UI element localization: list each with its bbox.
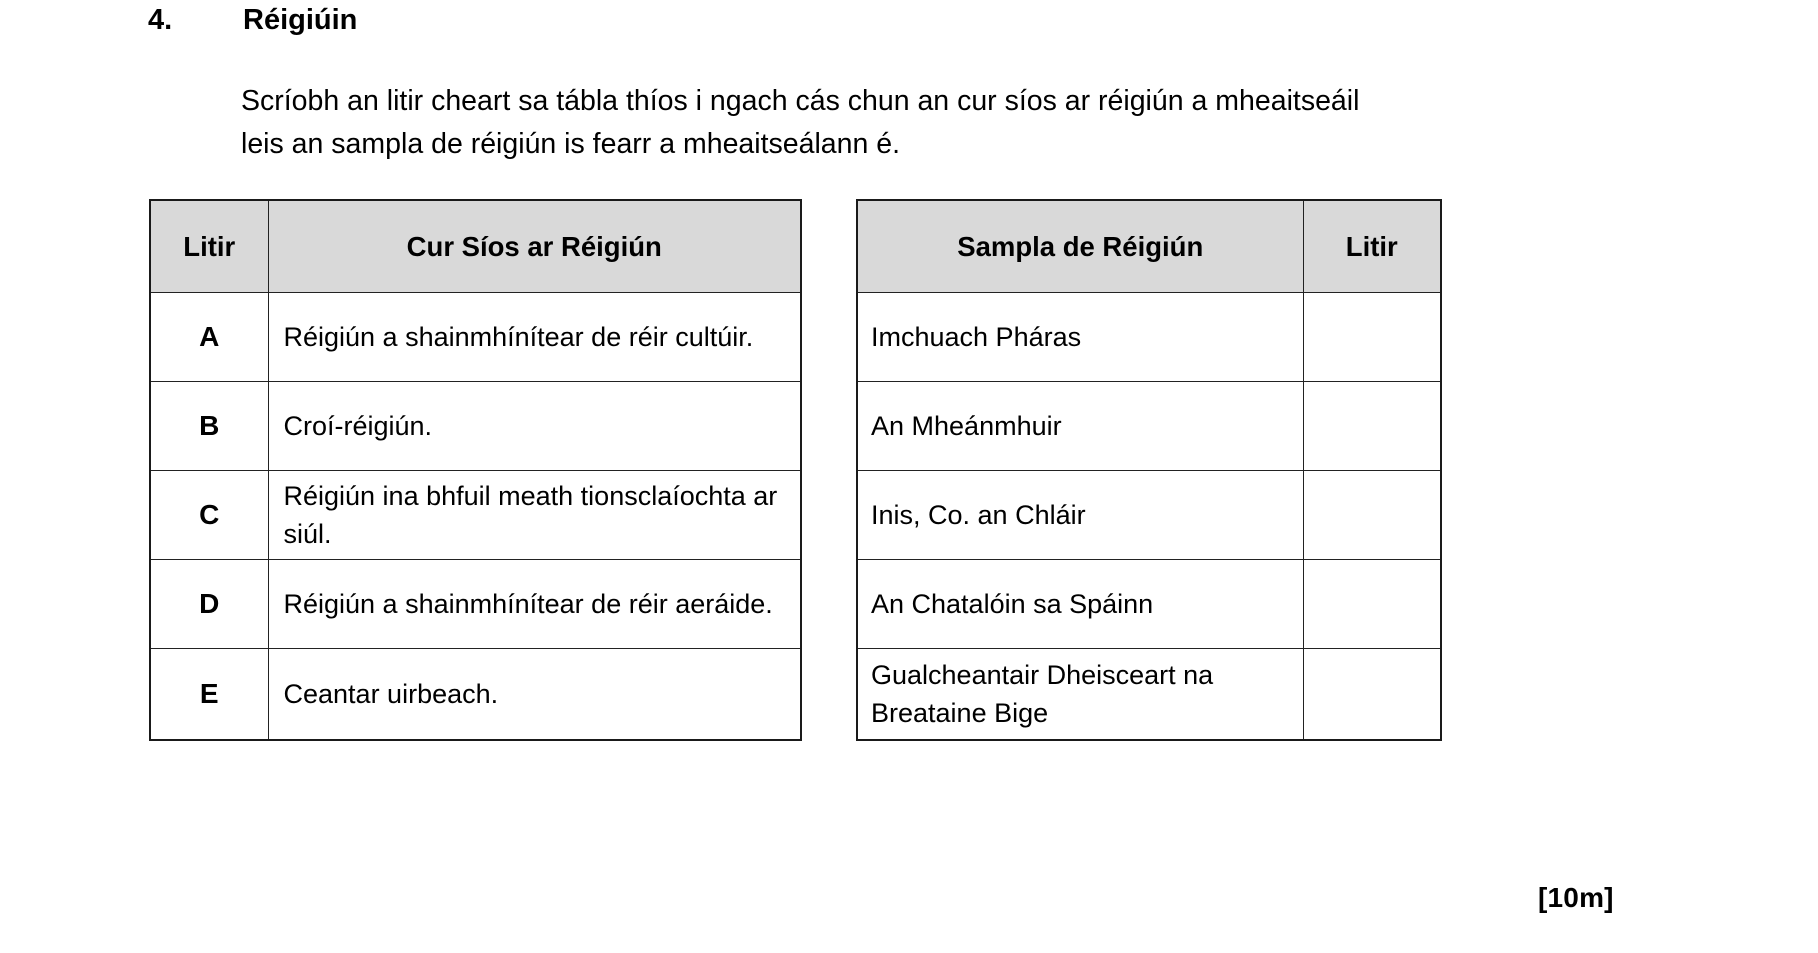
table-row (150, 293, 801, 382)
table-row (150, 649, 801, 740)
answer-cell-3[interactable] (1303, 471, 1441, 560)
table-row (150, 560, 801, 649)
table-row (150, 382, 801, 471)
table-header-row (857, 200, 1441, 293)
row-description-b: Croí-réigiún. (268, 382, 801, 471)
descriptions-table (149, 199, 802, 741)
question-number: 4. (148, 4, 173, 36)
row-letter-b: B (150, 382, 268, 471)
table-row (857, 382, 1441, 471)
sample-region-2: An Mheánmhuir (857, 382, 1303, 471)
marks-label: [10m] (1538, 882, 1614, 913)
table-row (857, 293, 1441, 382)
table-row (857, 560, 1441, 649)
header-cur-sios: Cur Síos ar Réigiún (268, 200, 801, 293)
header-sampla-de-reigiun: Sampla de Réigiún (857, 200, 1303, 293)
table-row (857, 649, 1441, 740)
question-heading (148, 4, 357, 37)
instruction-line-2: leis an sampla de réigiún is fearr a mheaitseálann é. (241, 128, 901, 160)
header-litir-left: Litir (150, 200, 268, 293)
answer-cell-2[interactable] (1303, 382, 1441, 471)
row-letter-c: C (150, 471, 268, 560)
answer-cell-4[interactable] (1303, 560, 1441, 649)
table-row (857, 471, 1441, 560)
row-letter-e: E (150, 649, 268, 740)
row-description-a: Réigiún a shainmhínítear de réir cultúir. (268, 293, 801, 382)
row-description-c: Réigiún ina bhfuil meath tionsclaíochta ar siúl. (268, 471, 801, 560)
sample-region-1: Imchuach Pháras (857, 293, 1303, 382)
table-row (150, 471, 801, 560)
samples-table (856, 199, 1442, 741)
table-header-row (150, 200, 801, 293)
header-litir-right: Litir (1303, 200, 1441, 293)
instruction-line-1: Scríobh an litir cheart sa tábla thíos i ngach cás chun an cur síos ar réigiún a mheaitseáil (241, 85, 1360, 117)
question-title: Réigiúin (243, 4, 358, 36)
sample-region-4: An Chatalóin sa Spáinn (857, 560, 1303, 649)
row-description-e: Ceantar uirbeach. (268, 649, 801, 740)
row-description-d: Réigiún a shainmhínítear de réir aeráide. (268, 560, 801, 649)
answer-cell-5[interactable] (1303, 649, 1441, 740)
question-instruction (241, 80, 1421, 166)
sample-region-5: Gualcheantair Dheisceart na Breataine Bige (857, 649, 1303, 740)
answer-cell-1[interactable] (1303, 293, 1441, 382)
row-letter-d: D (150, 560, 268, 649)
sample-region-3: Inis, Co. an Chláir (857, 471, 1303, 560)
row-letter-a: A (150, 293, 268, 382)
